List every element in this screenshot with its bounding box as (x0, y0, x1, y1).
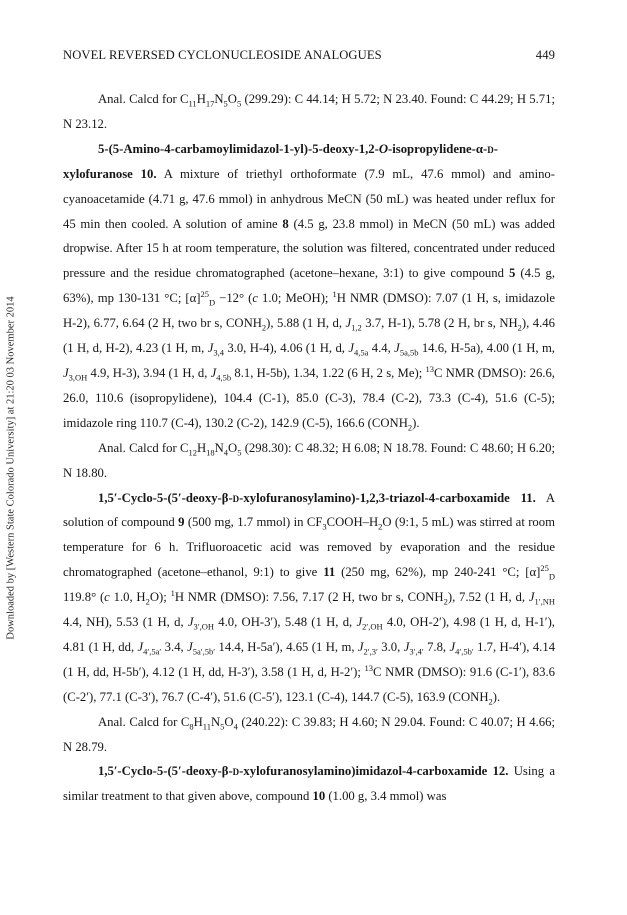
page-number: 449 (535, 48, 555, 62)
analysis-paragraph-1: Anal. Calcd for $C_{11}H_{17}N_5O_5$ (299.29): C 44.14; H 5.72; N 23.40. Found: C 44.29; H 5.71; N 23.12. (63, 92, 555, 131)
compound-10-paragraph: 5-(5-Amino-4-carbamoylimidazol-1-yl)-5-deoxy-1,2-O-isopropylidene-α-d-xylofuranose 10. A mixture of triethyl orthoformate (7.9 mL, 47.6 mmol) and amino-cyanoacetamide (4.71 g, 47.6 mmol) in anhydrous MeCN (50 mL) was heated under reflux for 45 min then cooled. A solution of amine 8 (4.5 g, 23.8 mmol) in MeCN (50 mL) was added dropwise. After 15 h at room temperature, the solution was filtered, concentrated under reduced pressure and the residue chromatographed (acetone–hexane, 3:1) to give compound 5 (4.5 g, 63%), mp 130-131 °C; $[\alpha]^{25}_D -12^\circ$ (c 1.0; MeOH); $^1$H NMR (DMSO): 7.07 (1 H, s, imidazole H-2), 6.77, 6.64 (2 H, two br s, $CONH_2$), 5.88 (1 H, d, $J_{1,2}$ 3.7, H-1), 5.78 (2 H, br s, $NH_2$), 4.46 (1 H, d, H-2), 4.23 (1 H, m, $J_{3,4}$ 3.0, H-4), 4.06 (1 H, d, $J_{4,5a}$ 4.4, $J_{5a,5b}$ 14.6, H-5a), 4.00 (1 H, m, $J_{3,OH}$ 4.9, H-3), 3.94 (1 H, d, $J_{4,5b}$ 8.1, H-5b), 1.34, 1.22 (6 H, 2 s, Me); $^{13}$C NMR (DMSO): 26.6, 26.0, 110.6 (isopropylidene), 104.4 (C-1), 85.0 (C-3), 78.4 (C-2), 73.3 (C-4), 51.6 (C-5); imidazole ring 110.7 (C-4), 130.2 (C-2), 142.9 (C-5), 166.6 $(CONH_2)$. (63, 141, 556, 433)
download-watermark (0, 0, 22, 915)
download-watermark-text: Downloaded by [Western State Colorado University] at 21:20 03 November 2014 (5, 296, 17, 640)
running-title: NOVEL REVERSED CYCLONUCLEOSIDE ANALOGUES (63, 48, 382, 62)
analysis-paragraph-2: Anal. Calcd for $C_{12}H_{18}N_4O_5$ (298.30): C 48.32; H 6.08; N 18.78. Found: C 48.60; H 6.20; N 18.80. (63, 440, 555, 480)
analysis-paragraph-3: Anal. Calcd for $C_8H_{11}N_5O_4$ (240.22): C 39.83; H 4.60; N 29.04. Found: C 40.07; H 4.66; N 28.79. (63, 714, 556, 754)
compound-11-paragraph: 1,5′-Cyclo-5-(5′-deoxy-β-d-xylofuranosylamino)-1,2,3-triazol-4-carboxamide 11. A solution of compound 9 (500 mg, 1.7 mmol) in $CF_3COOH-H_2O$ (9:1, 5 mL) was stirred at room temperature for 6 h. Trifluoroacetic acid was removed by evaporation and the residue chromatographed (acetone–ethanol, 9:1) to give 11 (250 mg, 62%), mp 240-241 °C; $[\alpha]^{25}_D$ 119.8° (c 1.0, $H_2O$); $^1$H NMR (DMSO): 7.56, 7.17 (2 H, two br s, $CONH_2$), 7.52 (1 H, d, $J_{1',NH}$ 4.4, NH), 5.53 (1 H, d, $J_{3',OH}$ 4.0, OH-3′), 5.48 (1 H, d, $J_{2',OH}$ 4.0, OH-2′), 4.98 (1 H, d, H-1′), 4.81 (1 H, dd, $J_{4',5a'}$ 3.4, $J_{5a',5b'}$ 14.4, H-5a′), 4.65 (1 H, m, $J_{2',3'}$ 3.0, $J_{3',4'}$ 7.8, $J_{4',5b'}$ 1.7, H-4′), 4.14 (1 H, dd, H-5b′), 4.12 (1 H, dd, H-3′), 3.58 (1 H, d, H-2′); $^{13}$C NMR (DMSO): 91.6 (C-1′), 83.6 (C-2′), 77.1 (C-3′), 76.7 (C-4′), 51.6 (C-5′), 123.1 (C-4), 144.7 (C-5), 163.9 $(CONH_2)$. (63, 490, 556, 707)
article-body (63, 87, 555, 809)
compound-12-paragraph: 1,5′-Cyclo-5-(5′-deoxy-β-d-xylofuranosylamino)imidazol-4-carboxamide 12. Using a similar treatment to that given above, compound 10 (1.00 g, 3.4 mmol) was (63, 764, 555, 804)
